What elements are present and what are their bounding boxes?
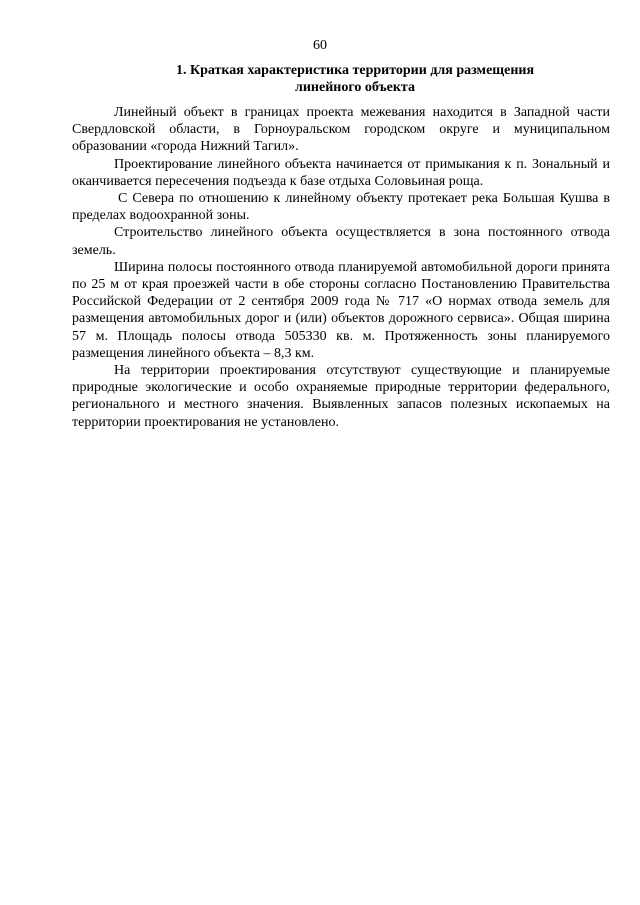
paragraph-protected-areas: На территории проектирования отсутствуют существующие и планируемые природные экологические и особо охраняемые природные территории федерального, регионального и местного значения. Выявленных запасов полезных ископаемых на территории проектирования не установлено. bbox=[72, 363, 610, 430]
paragraph-right-of-way: Ширина полосы постоянного отвода планируемой автомобильной дороги принята по 25 м от края проезжей части в обе стороны согласно Постановлению Правительства Российской Федерации от 2 сентября 2009 года № 717 «О нормах отвода земель для размещения автомобильных дорог и (или) объектов дорожного сервиса». Общая ширина 57 м. Площадь полосы отвода 505330 кв. м. Протяженность зоны планируемого размещения линейного объекта – 8,3 км. bbox=[72, 259, 610, 361]
section-heading-line-2: линейного объекта bbox=[295, 80, 415, 95]
paragraph-location: Линейный объект в границах проекта межевания находится в Западной части Свердловской области, в Горноуральском городском округе и муниципальном образовании «города Нижний Тагил». bbox=[72, 105, 610, 155]
section-heading bbox=[120, 62, 590, 96]
body-text bbox=[72, 104, 610, 431]
paragraph-construction: Строительство линейного объекта осуществляется в зона постоянного отвода земель. bbox=[72, 225, 610, 258]
page-number: 60 bbox=[313, 38, 327, 53]
paragraph-river: С Севера по отношению к линейному объекту протекает река Большая Кушва в пределах водоохранной зоны. bbox=[72, 191, 610, 224]
section-heading-line-1: 1. Краткая характеристика территории для размещения bbox=[175, 63, 535, 78]
paragraph-route: Проектирование линейного объекта начинается от примыкания к п. Зональный и оканчивается пересечения подъезда к базе отдыха Соловьиная роща. bbox=[72, 156, 610, 189]
